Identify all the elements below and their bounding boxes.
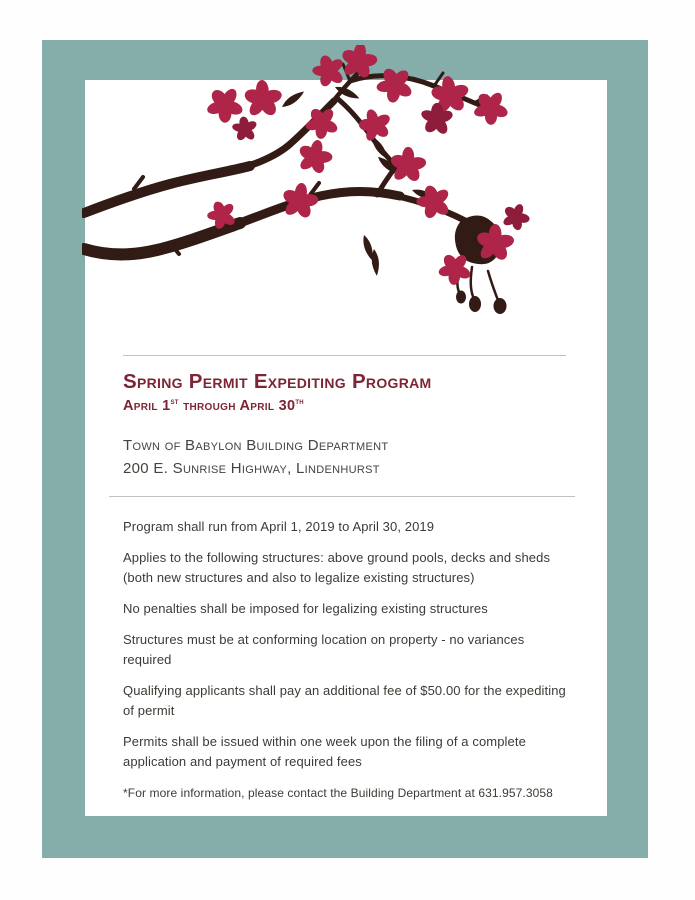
organization-name: Town of Babylon Building Department [123, 437, 389, 454]
date-ordinal-st: st [170, 396, 179, 407]
flyer-date-range [123, 397, 575, 415]
date-ordinal-th: th [295, 396, 304, 407]
organization-address: 200 E. Sunrise Highway, Lindenhurst [123, 460, 380, 477]
flyer-title: Spring Permit Expediting Program [123, 370, 432, 393]
date-range-part1: April 1 [123, 398, 171, 414]
cherry-blossom-illustration [82, 45, 552, 335]
paragraph-applicable-structures: Applies to the following structures: above ground pools, decks and sheds (both new structures and also to legalize existing structures) [123, 550, 551, 585]
paragraph-additional-fee: Qualifying applicants shall pay an additional fee of $50.00 for the expediting of permit [123, 683, 566, 718]
divider-body [109, 496, 575, 497]
paragraph-no-penalties: No penalties shall be imposed for legalizing existing structures [123, 601, 488, 616]
text-column [123, 345, 575, 801]
divider-top [123, 355, 566, 356]
organization-block [123, 434, 575, 480]
date-range-part2: through April 30 [178, 398, 296, 414]
paragraph-one-week-issuance: Permits shall be issued within one week upon the filing of a complete application and payment of required fees [123, 734, 526, 769]
paragraph-conforming-location: Structures must be at conforming location on property - no variances required [123, 632, 525, 667]
paragraph-program-dates: Program shall run from April 1, 2019 to April 30, 2019 [123, 519, 435, 534]
footnote-contact: *For more information, please contact the Building Department at 631.957.3058 [123, 786, 553, 800]
body-copy [123, 517, 575, 801]
